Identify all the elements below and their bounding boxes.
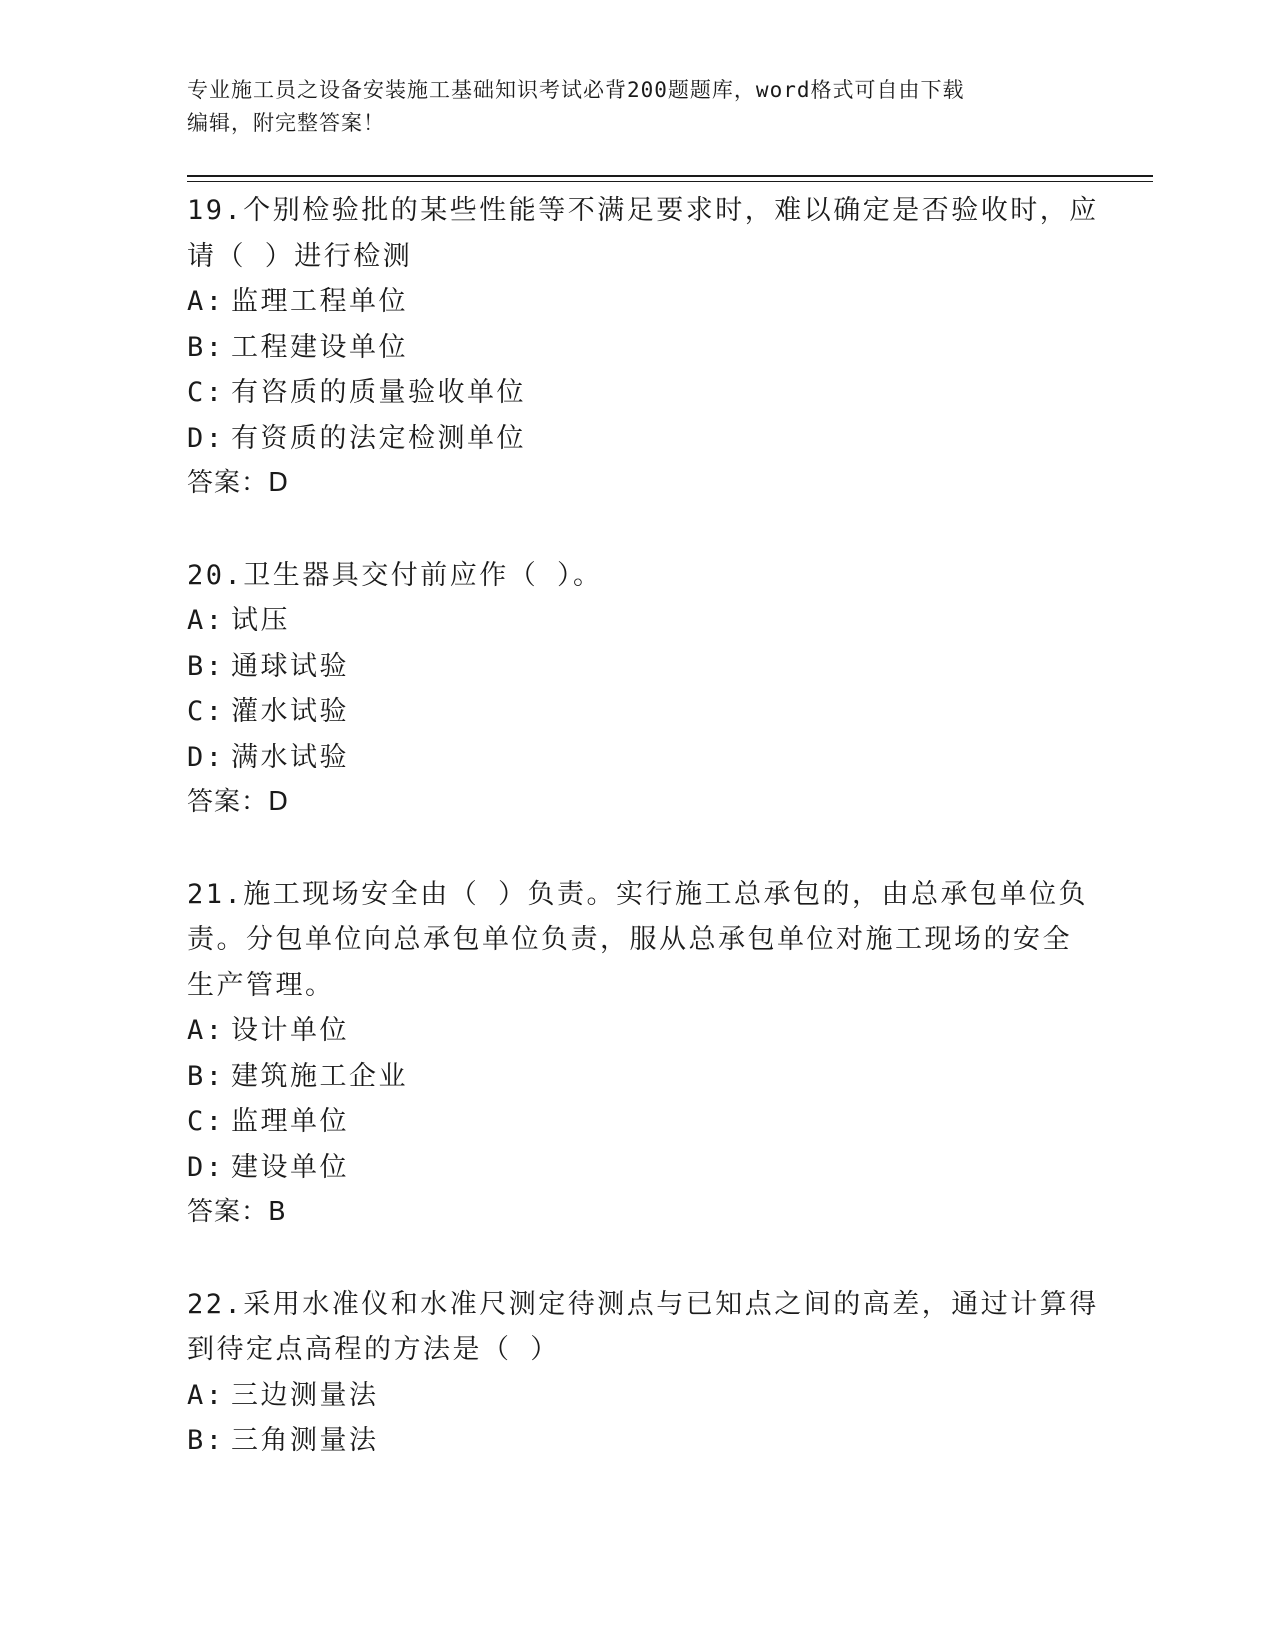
option-letter: B:: [187, 650, 225, 682]
document-header: [187, 74, 1067, 140]
question-21: [187, 872, 1087, 1236]
option-text: 试压: [231, 605, 290, 636]
option-b: [187, 1054, 1087, 1100]
option-text: 通球试验: [231, 650, 349, 682]
question-stem-line: 到待定点高程的方法是（ ）: [187, 1334, 560, 1365]
option-letter: A:: [187, 1015, 225, 1046]
question-stem-line: 22.采用水准仪和水准尺测定待测点与已知点之间的高差，通过计算得: [187, 1288, 1099, 1320]
option-c: [187, 689, 1087, 735]
option-letter: D:: [187, 741, 225, 773]
question-stem-line: 21.施工现场安全由（ ）负责。实行施工总承包的，由总承包单位负: [187, 878, 1089, 910]
option-text: 建筑施工企业: [231, 1060, 408, 1092]
header-line-1: 专业施工员之设备安装施工基础知识考试必背200题题库，word格式可自由下载: [187, 78, 965, 102]
option-a: [187, 1008, 1087, 1054]
option-d: [187, 1145, 1087, 1191]
option-text: 有资质的法定检测单位: [231, 422, 526, 454]
option-d: [187, 735, 1087, 781]
question-22: [187, 1282, 1099, 1464]
option-letter: B:: [187, 331, 225, 363]
question-list: [187, 188, 1099, 1510]
option-text: 设计单位: [231, 1015, 349, 1046]
option-letter: C:: [187, 377, 225, 408]
header-divider-thin: [187, 181, 1153, 182]
option-text: 监理单位: [231, 1106, 349, 1137]
option-letter: D:: [187, 422, 225, 454]
question-stem-line: 生产管理。: [187, 969, 335, 1001]
option-text: 监理工程单位: [231, 286, 408, 317]
option-letter: B:: [187, 1060, 225, 1092]
option-letter: C:: [187, 1106, 225, 1137]
option-text: 工程建设单位: [231, 331, 408, 363]
option-d: [187, 416, 1087, 462]
option-letter: A:: [187, 286, 225, 317]
header-divider-thick: [187, 175, 1153, 177]
header-line-2: 编辑，附完整答案！: [187, 111, 385, 135]
question-stem-line: 责。分包单位向总承包单位负责，服从总承包单位对施工现场的安全: [187, 924, 1072, 955]
option-text: 建设单位: [231, 1151, 349, 1183]
option-text: 灌水试验: [231, 696, 349, 727]
answer-line: 答案：D: [187, 468, 290, 498]
option-b: [187, 644, 1087, 690]
option-letter: B:: [187, 1425, 225, 1456]
option-c: [187, 370, 1087, 416]
question-20: [187, 553, 1087, 826]
answer-line: 答案：B: [187, 1197, 287, 1227]
option-text: 有咨质的质量验收单位: [231, 377, 526, 408]
question-stem-line: 请（ ）进行检测: [187, 240, 413, 272]
option-letter: D:: [187, 1151, 225, 1183]
option-text: 三角测量法: [231, 1425, 379, 1456]
question-stem-line: 19.个别检验批的某些性能等不满足要求时，难以确定是否验收时，应: [187, 195, 1099, 226]
option-letter: A:: [187, 605, 225, 636]
option-a: [187, 598, 1087, 644]
question-19: [187, 188, 1099, 507]
question-stem-line: 20.卫生器具交付前应作（ ）。: [187, 559, 603, 591]
option-a: [187, 279, 1087, 325]
option-letter: A:: [187, 1379, 225, 1411]
option-a: [187, 1373, 1087, 1419]
option-letter: C:: [187, 696, 225, 727]
option-text: 满水试验: [231, 741, 349, 773]
option-b: [187, 325, 1087, 371]
option-text: 三边测量法: [231, 1379, 379, 1411]
option-c: [187, 1099, 1087, 1145]
option-b: [187, 1418, 1087, 1464]
answer-line: 答案：D: [187, 787, 290, 817]
